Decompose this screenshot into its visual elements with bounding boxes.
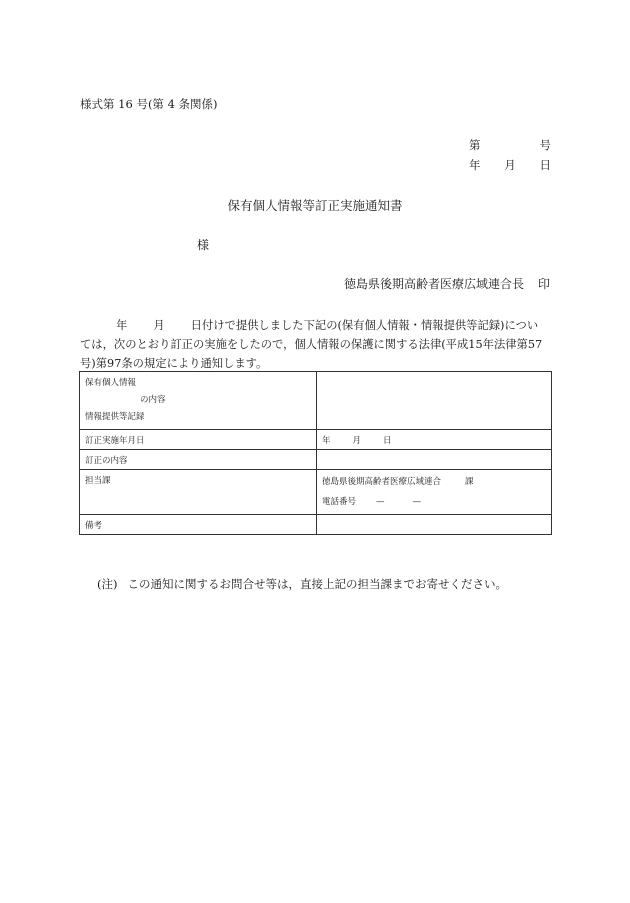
body-line-3: 号)第97条の規定により通知します。 <box>80 357 268 370</box>
content-value-cell[interactable] <box>317 372 552 430</box>
body-text <box>80 316 552 373</box>
content-label-cell <box>80 372 317 430</box>
info-table <box>79 371 552 535</box>
sender-name: 徳島県後期高齢者医療広域連合長 <box>343 277 524 291</box>
document-title: 保有個人情報等訂正実施通知書 <box>227 198 403 213</box>
correction-content-value[interactable] <box>317 450 552 470</box>
department-label: 担当課 <box>80 470 317 515</box>
table-row <box>80 372 552 430</box>
remarks-label: 備考 <box>80 515 317 535</box>
recipient: 様 <box>197 238 210 252</box>
remarks-value[interactable] <box>317 515 552 535</box>
correction-date-month: 月 <box>352 435 362 446</box>
note-text: この通知に関するお問合せ等は，直接上記の担当課までお寄せください。 <box>127 577 507 591</box>
department-value[interactable] <box>317 470 552 515</box>
phone-dash-2: — <box>412 497 422 507</box>
department-name <box>322 472 546 492</box>
correction-content-label: 訂正の内容 <box>80 450 317 470</box>
form-number: 様式第 16 号(第 4 条関係) <box>80 97 218 111</box>
content-label-provision-record: 情報提供等記録 <box>85 412 145 422</box>
doc-date-day: 日 <box>539 158 551 172</box>
department-org: 徳島県後期高齢者医療広域連合 <box>322 477 442 487</box>
sender <box>344 275 550 292</box>
doc-date-year: 年 <box>469 158 481 172</box>
correction-date-year: 年 <box>322 435 331 446</box>
doc-date-month: 月 <box>504 158 516 172</box>
table-row <box>80 430 552 450</box>
seal-mark: 印 <box>537 277 550 291</box>
note-label: (注) <box>97 577 118 591</box>
correction-date-label: 訂正実施年月日 <box>80 430 317 450</box>
table-row <box>80 470 552 515</box>
body-date-month: 月 <box>153 319 165 332</box>
phone-number <box>322 492 546 512</box>
content-label-suffix: の内容 <box>140 395 166 405</box>
doc-number-suffix: 号 <box>539 138 551 152</box>
phone-dash-1: — <box>376 497 385 507</box>
content-label-personal-info: 保有個人情報 <box>85 378 137 388</box>
body-line-1-rest: 日付けで提供しました下記の(保有個人情報・情報提供等記録)につい <box>190 319 539 332</box>
document-number <box>469 137 551 153</box>
department-section: 課 <box>465 477 474 487</box>
table-row <box>80 515 552 535</box>
body-line-2: ては，次のとおり訂正の実施をしたので，個人情報の保護に関する法律(平成15年法律第57 <box>80 338 543 351</box>
document-date <box>469 157 551 173</box>
body-line-1 <box>80 316 552 335</box>
doc-number-prefix: 第 <box>469 138 481 152</box>
table-row <box>80 450 552 470</box>
body-date-year: 年 <box>116 319 128 332</box>
note <box>97 576 507 592</box>
phone-label: 電話番号 <box>322 497 357 507</box>
correction-date-value[interactable] <box>317 430 552 450</box>
correction-date-day: 日 <box>383 435 392 446</box>
